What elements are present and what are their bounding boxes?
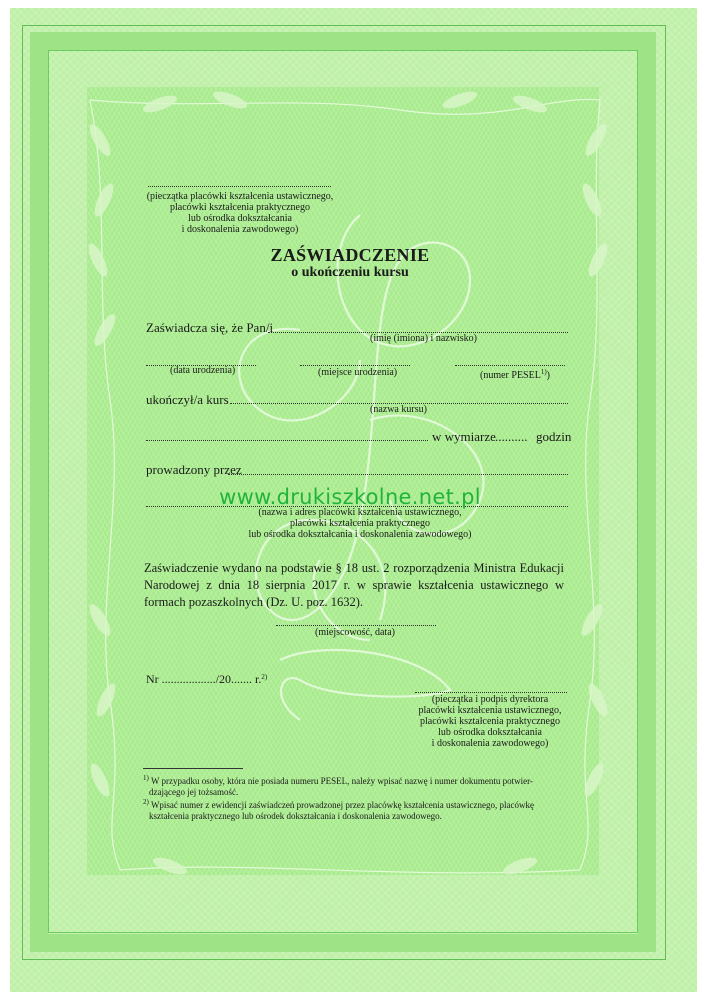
hours-label: godzin xyxy=(536,429,572,444)
institution-caption-line: (nazwa i adres placówki kształcenia ustawicznego, xyxy=(258,507,462,518)
stamp-caption-line: lub ośrodka dokształcania xyxy=(188,213,292,224)
institution-field[interactable] xyxy=(228,474,568,475)
number-note-ref: 2) xyxy=(261,673,268,681)
signature-caption xyxy=(400,694,580,749)
birth-date-caption: (data urodzenia) xyxy=(170,365,236,376)
course-caption: (nazwa kursu) xyxy=(370,404,427,415)
footnote-1-line: W przypadku osoby, która nie posiada numeru PESEL, należy wpisać nazwę i numer dokumentu potwier- xyxy=(150,776,533,786)
footnote-2-ref: 2) xyxy=(143,798,149,806)
stamp-dotted-line xyxy=(148,186,331,187)
completed-label: ukończył/a kurs xyxy=(146,392,229,407)
footnote-1-ref: 1) xyxy=(143,774,149,782)
signature-caption-line: placówki kształcenia ustawicznego, xyxy=(418,705,562,716)
number-dots-1: .................. xyxy=(161,672,216,686)
number-prefix: Nr xyxy=(146,672,159,686)
stamp-caption-line: placówki kształcenia praktycznego xyxy=(170,202,310,213)
duration-hours-field[interactable]: .......... xyxy=(495,429,528,444)
name-caption: (imię (imiona) i nazwisko) xyxy=(370,333,477,344)
certifies-label: Zaświadcza się, że Pan/i xyxy=(146,320,274,335)
institution-caption xyxy=(200,507,520,540)
footnote-separator xyxy=(143,768,243,769)
institution-caption-line: placówki kształcenia praktycznego xyxy=(290,518,430,529)
certificate-number[interactable] xyxy=(146,672,267,687)
signature-caption-line: placówki kształcenia praktycznego xyxy=(420,716,560,727)
birth-place-caption: (miejsce urodzenia) xyxy=(318,367,398,378)
footnote-1 xyxy=(143,773,533,798)
institution-caption-line: lub ośrodka dokształcania i doskonalenia zawodowego) xyxy=(248,529,472,540)
stamp-caption-line: i doskonalenia zawodowego) xyxy=(181,224,299,235)
number-suffix: r. xyxy=(255,672,262,686)
signature-caption-line: i doskonalenia zawodowego) xyxy=(431,738,549,749)
stamp-caption-line: (pieczątka placówki kształcenia ustawicznego, xyxy=(146,191,334,202)
place-date-caption: (miejscowość, data) xyxy=(315,627,395,638)
legal-basis-text: Zaświadczenie wydano na podstawie § 18 ust. 2 rozporządzenia Ministra Edukacji Narodowej z dnia 18 sierpnia 2017 r. w sprawie kształcenia ustawicznego w formach pozaszkolnych (Dz. U. poz. 1632). xyxy=(144,561,564,609)
birth-place-field[interactable] xyxy=(300,365,410,366)
number-mid: /20 xyxy=(215,672,232,686)
document-title: ZAŚWIADCZENIE xyxy=(270,245,430,265)
place-date-field[interactable] xyxy=(276,625,436,626)
stamp-caption xyxy=(140,191,340,235)
footnote-1-line: dzającego jej tożsamość. xyxy=(149,787,239,797)
signature-caption-line: lub ośrodka dokształcania xyxy=(438,727,542,738)
pesel-caption: (numer PESEL$^{1)}$) xyxy=(480,368,551,381)
course-continuation-field[interactable] xyxy=(146,440,428,441)
duration-label: w wymiarze xyxy=(432,429,496,444)
footnote-2-line: Wpisać numer z ewidencji zaświadczeń prowadzonej przez placówkę kształcenia ustawicznego, placówkę xyxy=(150,800,535,810)
pesel-field[interactable] xyxy=(455,365,565,366)
pesel-note-ref: 1) xyxy=(540,368,547,376)
conducted-label: prowadzony przez xyxy=(146,462,242,477)
document-subtitle: o ukończeniu kursu xyxy=(291,265,409,280)
signature-field[interactable] xyxy=(415,692,567,693)
number-dots-2: ....... xyxy=(231,672,253,686)
site-watermark: www.drukiszkolne.net.pl xyxy=(219,485,481,509)
footnote-2 xyxy=(143,797,534,822)
pesel-caption-text: (numer PESEL xyxy=(480,370,541,381)
signature-caption-line: (pieczątka i podpis dyrektora xyxy=(431,694,549,705)
footnote-2-line: kształcenia praktycznego lub ośrodek dokształcania i doskonalenia zawodowego. xyxy=(149,811,442,821)
